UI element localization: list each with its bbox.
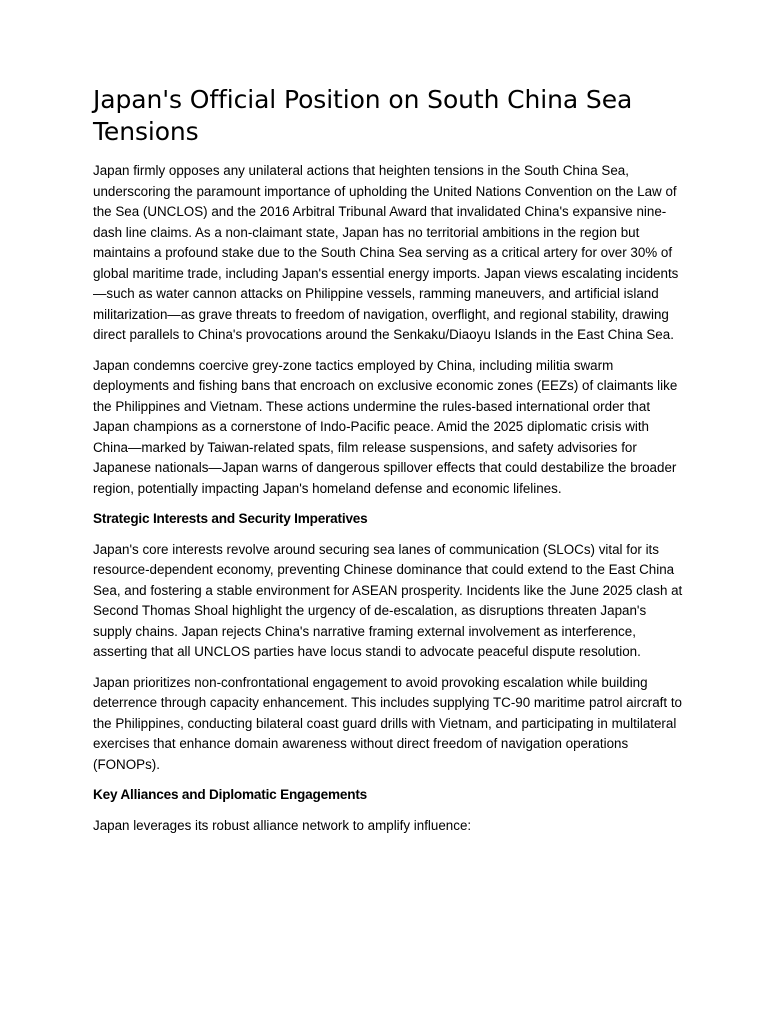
- document-body: [93, 84, 683, 846]
- strategic-paragraph-1: Japan's core interests revolve around securing sea lanes of communication (SLOCs) vital for its resource-dependent economy, preventing Chinese dominance that could extend to the East China Sea, and fostering a stable environment for ASEAN prosperity. Incidents like the June 2025 clash at Second Thomas Shoal highlight the urgency of de-escalation, as disruptions threaten Japan's supply chains. Japan rejects China's narrative framing external involvement as interference, asserting that all UNCLOS parties have locus standi to advocate peaceful dispute resolution.: [93, 541, 683, 659]
- strategic-paragraph-2: Japan prioritizes non-confrontational engagement to avoid provoking escalation while building deterrence through capacity enhancement. This includes supplying TC-90 maritime patrol aircraft to the Philippines, conducting bilateral coast guard drills with Vietnam, and participating in multilateral exercises that enhance domain awareness without direct freedom of navigation operations (FONOPs).: [93, 674, 682, 772]
- intro-paragraph-1: Japan firmly opposes any unilateral actions that heighten tensions in the South China Sea, underscoring the paramount importance of upholding the United Nations Convention on the Law of the Sea (UNCLOS) and the 2016 Arbitral Tribunal Award that invalidated China's expansive nine-dash line claims. As a non-claimant state, Japan has no territorial ambitions in the region but maintains a profound stake due to the South China Sea serving as a critical artery for over 30% of global maritime trade, including Japan's essential energy imports. Japan views escalating incidents—such as water cannon attacks on Philippine vessels, ramming maneuvers, and artificial island militarization—as grave threats to freedom of navigation, overflight, and regional stability, drawing direct parallels to China's provocations around the Senkaku/Diaoyu Islands in the East China Sea.: [93, 163, 679, 342]
- section-heading-strategic: Strategic Interests and Security Imperatives: [93, 511, 368, 526]
- intro-paragraph-2: Japan condemns coercive grey-zone tactics employed by China, including militia swarm deployments and fishing bans that encroach on exclusive economic zones (EEZs) of claimants like the Philippines and Vietnam. These actions undermine the rules-based international order that Japan champions as a cornerstone of Indo-Pacific peace. Amid the 2025 diplomatic crisis with China—marked by Taiwan-related spats, film release suspensions, and safety advisories for Japanese nationals—Japan warns of dangerous spillover effects that could destabilize the broader region, potentially impacting Japan's homeland defense and economic lifelines.: [93, 357, 678, 496]
- section-heading-alliances: Key Alliances and Diplomatic Engagements: [93, 787, 368, 802]
- alliances-paragraph-1: Japan leverages its robust alliance network to amplify influence:: [93, 817, 472, 833]
- document-title: Japan's Official Position on South China Sea Tensions: [93, 85, 633, 146]
